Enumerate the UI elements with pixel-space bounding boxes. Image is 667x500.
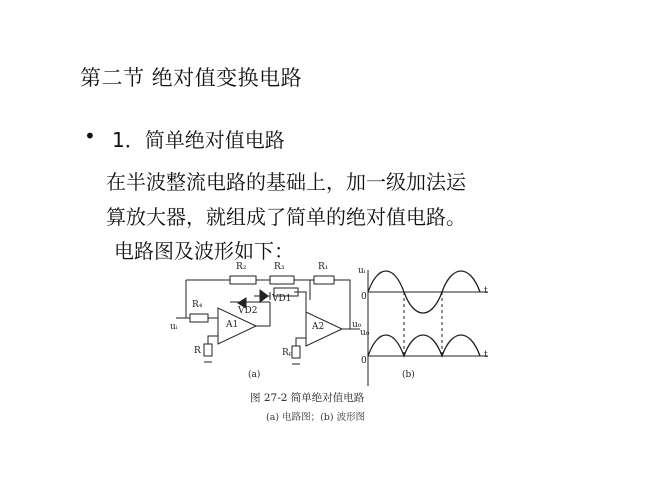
paragraph-line-1: 在半波整流电路的基础上，加一级加法运	[106, 170, 466, 194]
label-t2: t	[484, 350, 488, 360]
label-ui: uᵢ	[170, 322, 178, 332]
label-vd1: VD1	[272, 294, 292, 304]
figure-subcaption: (a) 电路图；(b) 波形图	[266, 412, 366, 423]
section-heading: 1．简单绝对值电路	[112, 128, 285, 152]
slide-title: 第二节 绝对值变换电路	[80, 66, 303, 90]
label-vd2: VD2	[238, 306, 258, 316]
label-zero2: 0	[361, 356, 367, 366]
bullet-marker: •	[84, 124, 96, 148]
paragraph-line-3: 电路图及波形如下：	[114, 239, 294, 263]
label-rp2: Rₚ	[282, 348, 293, 358]
circuit-diagram	[170, 262, 496, 392]
label-uo-wave: u₀	[360, 328, 370, 338]
label-sub-a: (a)	[248, 370, 261, 380]
label-uo: u₀	[352, 320, 362, 330]
label-r1-right: R₁	[318, 262, 329, 272]
label-t1: t	[484, 286, 488, 296]
label-sub-b: (b)	[402, 370, 415, 380]
label-ui-wave: uᵢ	[358, 266, 366, 276]
label-r1-left: R₄	[192, 300, 203, 310]
label-rp: R	[194, 346, 201, 356]
paragraph-line-2: 算放大器，就组成了简单的绝对值电路。	[106, 205, 466, 229]
figure-caption: 图 27-2 简单绝对值电路	[250, 392, 365, 404]
label-zero1: 0	[361, 292, 367, 302]
label-a2: A2	[312, 322, 325, 332]
label-r3: R₃	[274, 262, 285, 272]
label-r2: R₂	[236, 262, 247, 272]
label-a1: A1	[226, 320, 239, 330]
circuit-figure	[170, 262, 496, 432]
